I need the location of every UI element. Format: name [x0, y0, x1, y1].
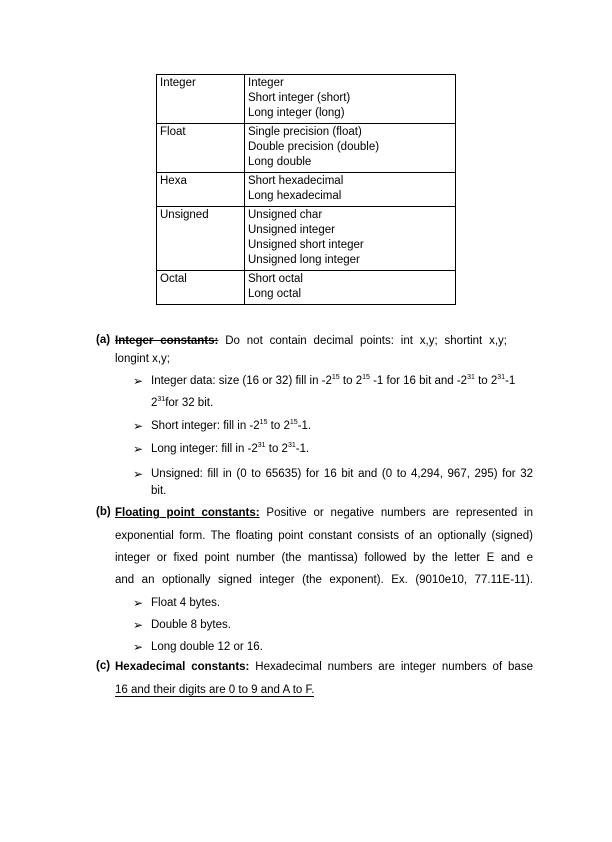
section-b-line4: and an optionally signed integer (the exponent). Ex. (9010e10, 77.11E-11).	[115, 574, 533, 586]
table-item: Unsigned integer	[248, 224, 335, 236]
table-category-cell: Integer	[157, 75, 245, 124]
table-item: Integer	[248, 77, 284, 89]
bullet-text: Float 4 bytes.	[151, 597, 221, 609]
section-b-line2: exponential form. The floating point constant consists of an optionally (signed)	[115, 530, 533, 542]
table-item: Short integer (short)	[248, 92, 351, 104]
table-item: Long integer (long)	[248, 107, 345, 119]
arrow-bullet-icon: ➢	[133, 419, 144, 433]
table-items-cell	[245, 75, 456, 124]
table-item: Long octal	[248, 288, 302, 300]
arrow-bullet-icon: ➢	[133, 596, 144, 610]
table-category-cell: Hexa	[157, 173, 245, 207]
table-item: Unsigned long integer	[248, 254, 360, 266]
table-item: Unsigned char	[248, 209, 323, 221]
table-category-cell: Unsigned	[157, 207, 245, 271]
section-a-text: Do not contain decimal points: int x,y; shortint x,y;	[225, 335, 507, 347]
table-item: Short octal	[248, 273, 303, 285]
section-c-line2: 16 and their digits are 0 to 9 and A to F.	[115, 684, 315, 696]
table-row	[157, 75, 456, 124]
table-item: Unsigned short integer	[248, 239, 364, 251]
bullet-text: Short integer: fill in $-2^{15}$ to $2^{15}-1$.	[151, 419, 312, 432]
table-items-cell	[245, 207, 456, 271]
table-row	[157, 271, 456, 305]
section-a-line1	[115, 330, 507, 352]
table-items-cell	[245, 173, 456, 207]
data-types-table	[156, 74, 456, 305]
bullet-continuation: $2^{31}for$ 32 bit.	[151, 396, 214, 409]
table-category-cell: Float	[157, 124, 245, 173]
table-item: Long hexadecimal	[248, 190, 342, 202]
table-row	[157, 173, 456, 207]
table-items-cell	[245, 271, 456, 305]
section-c-line1: Hexadecimal constants: Hexadecimal numbers are integer numbers of base	[115, 661, 533, 673]
table-row	[157, 207, 456, 271]
table-item: Double precision (double)	[248, 141, 380, 153]
bullet-continuation: bit.	[151, 485, 167, 497]
section-a-label: (a)	[96, 334, 111, 346]
section-a-heading: Integer constants:	[115, 335, 219, 347]
bullet-text: Long integer: fill in $-2^{31}$ to $2^{31}-1$.	[151, 442, 310, 455]
section-b-heading: Floating point constants:	[115, 507, 260, 519]
arrow-bullet-icon: ➢	[133, 467, 144, 481]
section-c-heading: Hexadecimal constants:	[115, 661, 250, 673]
table-item: Short hexadecimal	[248, 175, 344, 187]
section-c-label: (c)	[96, 660, 111, 672]
bullet-text: Unsigned: fill in (0 to 65635) for 16 bit and (0 to 4,294, 967, 295) for 32	[151, 468, 533, 480]
table-item: Long double	[248, 156, 312, 168]
arrow-bullet-icon: ➢	[133, 640, 144, 654]
table-items-cell	[245, 124, 456, 173]
bullet-text: Long double 12 or 16.	[151, 641, 263, 653]
arrow-bullet-icon: ➢	[133, 442, 144, 456]
section-b-line1: Floating point constants: Positive or negative numbers are represented in	[115, 507, 533, 519]
table-item: Single precision (float)	[248, 126, 362, 138]
section-b-line3: integer or fixed point number (the mantissa) followed by the letter E and e	[115, 552, 533, 564]
bullet-text: Integer data: size (16 or 32) fill in $-2^{15}$ to $2^{15}$ -1 for 16 bit and $-2^{31}$ to $2^{31}-1$	[151, 374, 516, 387]
section-b-label: (b)	[96, 506, 111, 518]
section-a-line2: longint x,y;	[115, 353, 170, 365]
arrow-bullet-icon: ➢	[133, 618, 144, 632]
table-row	[157, 124, 456, 173]
arrow-bullet-icon: ➢	[133, 374, 144, 388]
bullet-text: Double 8 bytes.	[151, 619, 231, 631]
table-category-cell: Octal	[157, 271, 245, 305]
